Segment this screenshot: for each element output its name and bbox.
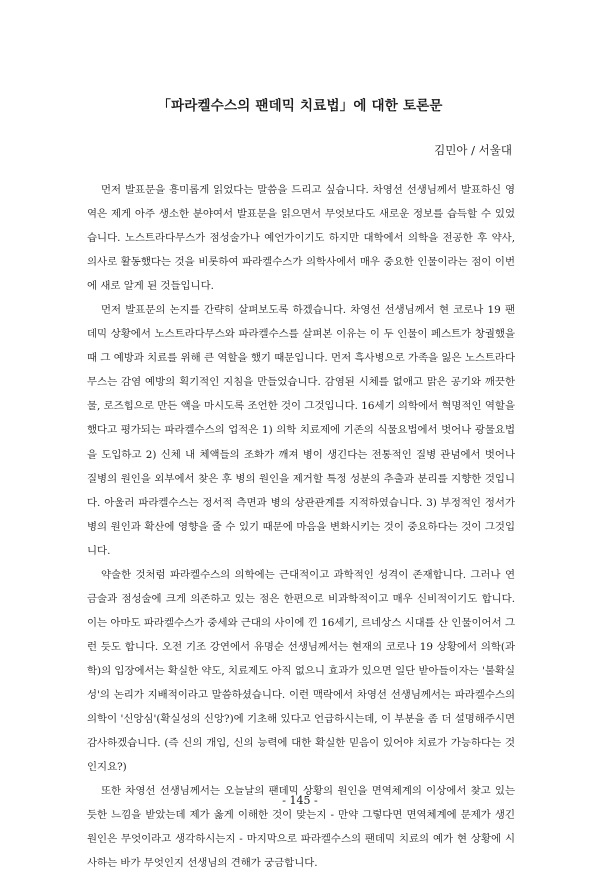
body-paragraph: 먼저 발표문의 논지를 간략히 살펴보도록 하겠습니다. 차영선 선생님께서 현 코로나 19 팬데믹 상황에서 노스트라다무스와 파라켈수스를 살펴본 이유는 이 두 인물이 페스트가 창궐했을 때 그 예방과 치료를 위해 큰 역할을 했기 때문입니다. 먼저 흑사병으로 가족을 잃은 노스트라다무스는 감염 예방의 획기적인 지침을 만들었습니다. 감염된 시체를 없애고 맑은 공기와 깨끗한 물, 로즈힙으로 만든 액을 마시도록 조언한 것이 그것입니다. 16세기 의학에서 혁명적인 역할을 했다고 평가되는 파라켈수스의 업적은 1) 의학 치료제에 기존의 식물요법에서 벗어나 광물요법을 도입하고 2) 신체 내 체액들의 조화가 깨져 병이 생긴다는 전통적인 질병 관념에서 벗어나 질병의 원인을 외부에서 찾은 후 병의 원인을 제거할 특정 성분의 추출과 분리를 지향한 것입니다. 아울러 파라켈수스는 정서적 측면과 병의 상관관계를 지적하였습니다. 3) 부정적인 정서가 병의 원인과 확산에 영향을 줄 수 있기 때문에 마음을 변화시키는 것이 중요하다는 것이 그것입니다.	[87, 304, 515, 557]
page-number: - 145 -	[282, 794, 318, 807]
document-body	[87, 178, 515, 875]
author-line: 김민아 / 서울대	[434, 143, 512, 157]
body-paragraph: 또한 차영선 선생님께서는 오늘날의 팬데믹 상황의 원인을 면역체계의 이상에서 찾고 있는듯한 느낌을 받았는데 제가 옳게 이해한 것이 맞는지 - 만약 그렇다면 면역체계에 문제가 생긴 원인은 무엇이라고 생각하시는지 - 마지막으로 파라켈수스의 팬데믹 치료의 예가 현 상황에 시사하는 바가 무엇인지 선생님의 견해가 궁금합니다.	[87, 785, 515, 870]
document-title: 「파라켈수스의 팬데믹 치료법」에 대한 토론문	[157, 98, 443, 114]
body-paragraph: 약술한 것처럼 파라켈수스의 의학에는 근대적이고 과학적인 성격이 존재합니다. 그러나 연금술과 점성술에 크게 의존하고 있는 점은 한편으로 비과학적이고 매우 신비적이기도 합니다. 이는 아마도 파라켈수스가 중세와 근대의 사이에 낀 16세기, 르네상스 시대를 산 인물이어서 그런 듯도 합니다. 오전 기조 강연에서 유명순 선생님께서는 현재의 코로나 19 상황에서 의학(과학)의 입장에서는 확실한 약도, 치료제도 아직 없으니 효과가 있으면 일단 받아들이자는 '불확실성'의 논리가 지배적이라고 말씀하셨습니다. 이런 맥락에서 차영선 선생님께서는 파라켈수스의 의학이 '신앙심'(확실성의 신앙?)에 기초해 있다고 언급하시는데, 이 부분을 좀 더 설명해주시면 감사하겠습니다. (즉 신의 개입, 신의 능력에 대한 확실한 믿음이 있어야 치료가 가능하다는 것인지요?)	[87, 568, 515, 774]
body-paragraph: 먼저 발표문을 흥미롭게 읽었다는 말씀을 드리고 싶습니다. 차영선 선생님께서 발표하신 영역은 제게 아주 생소한 분야여서 발표문을 읽으면서 무엇보다도 새로운 정보를 습득할 수 있었습니다. 노스트라다무스가 점성술가나 예언가이기도 하지만 대학에서 의학을 전공한 후 약사, 의사로 활동했다는 것을 비롯하여 파라켈수스가 의학사에서 매우 중요한 인물이라는 점이 이번에 새로 알게 된 것들입니다.	[87, 184, 515, 293]
